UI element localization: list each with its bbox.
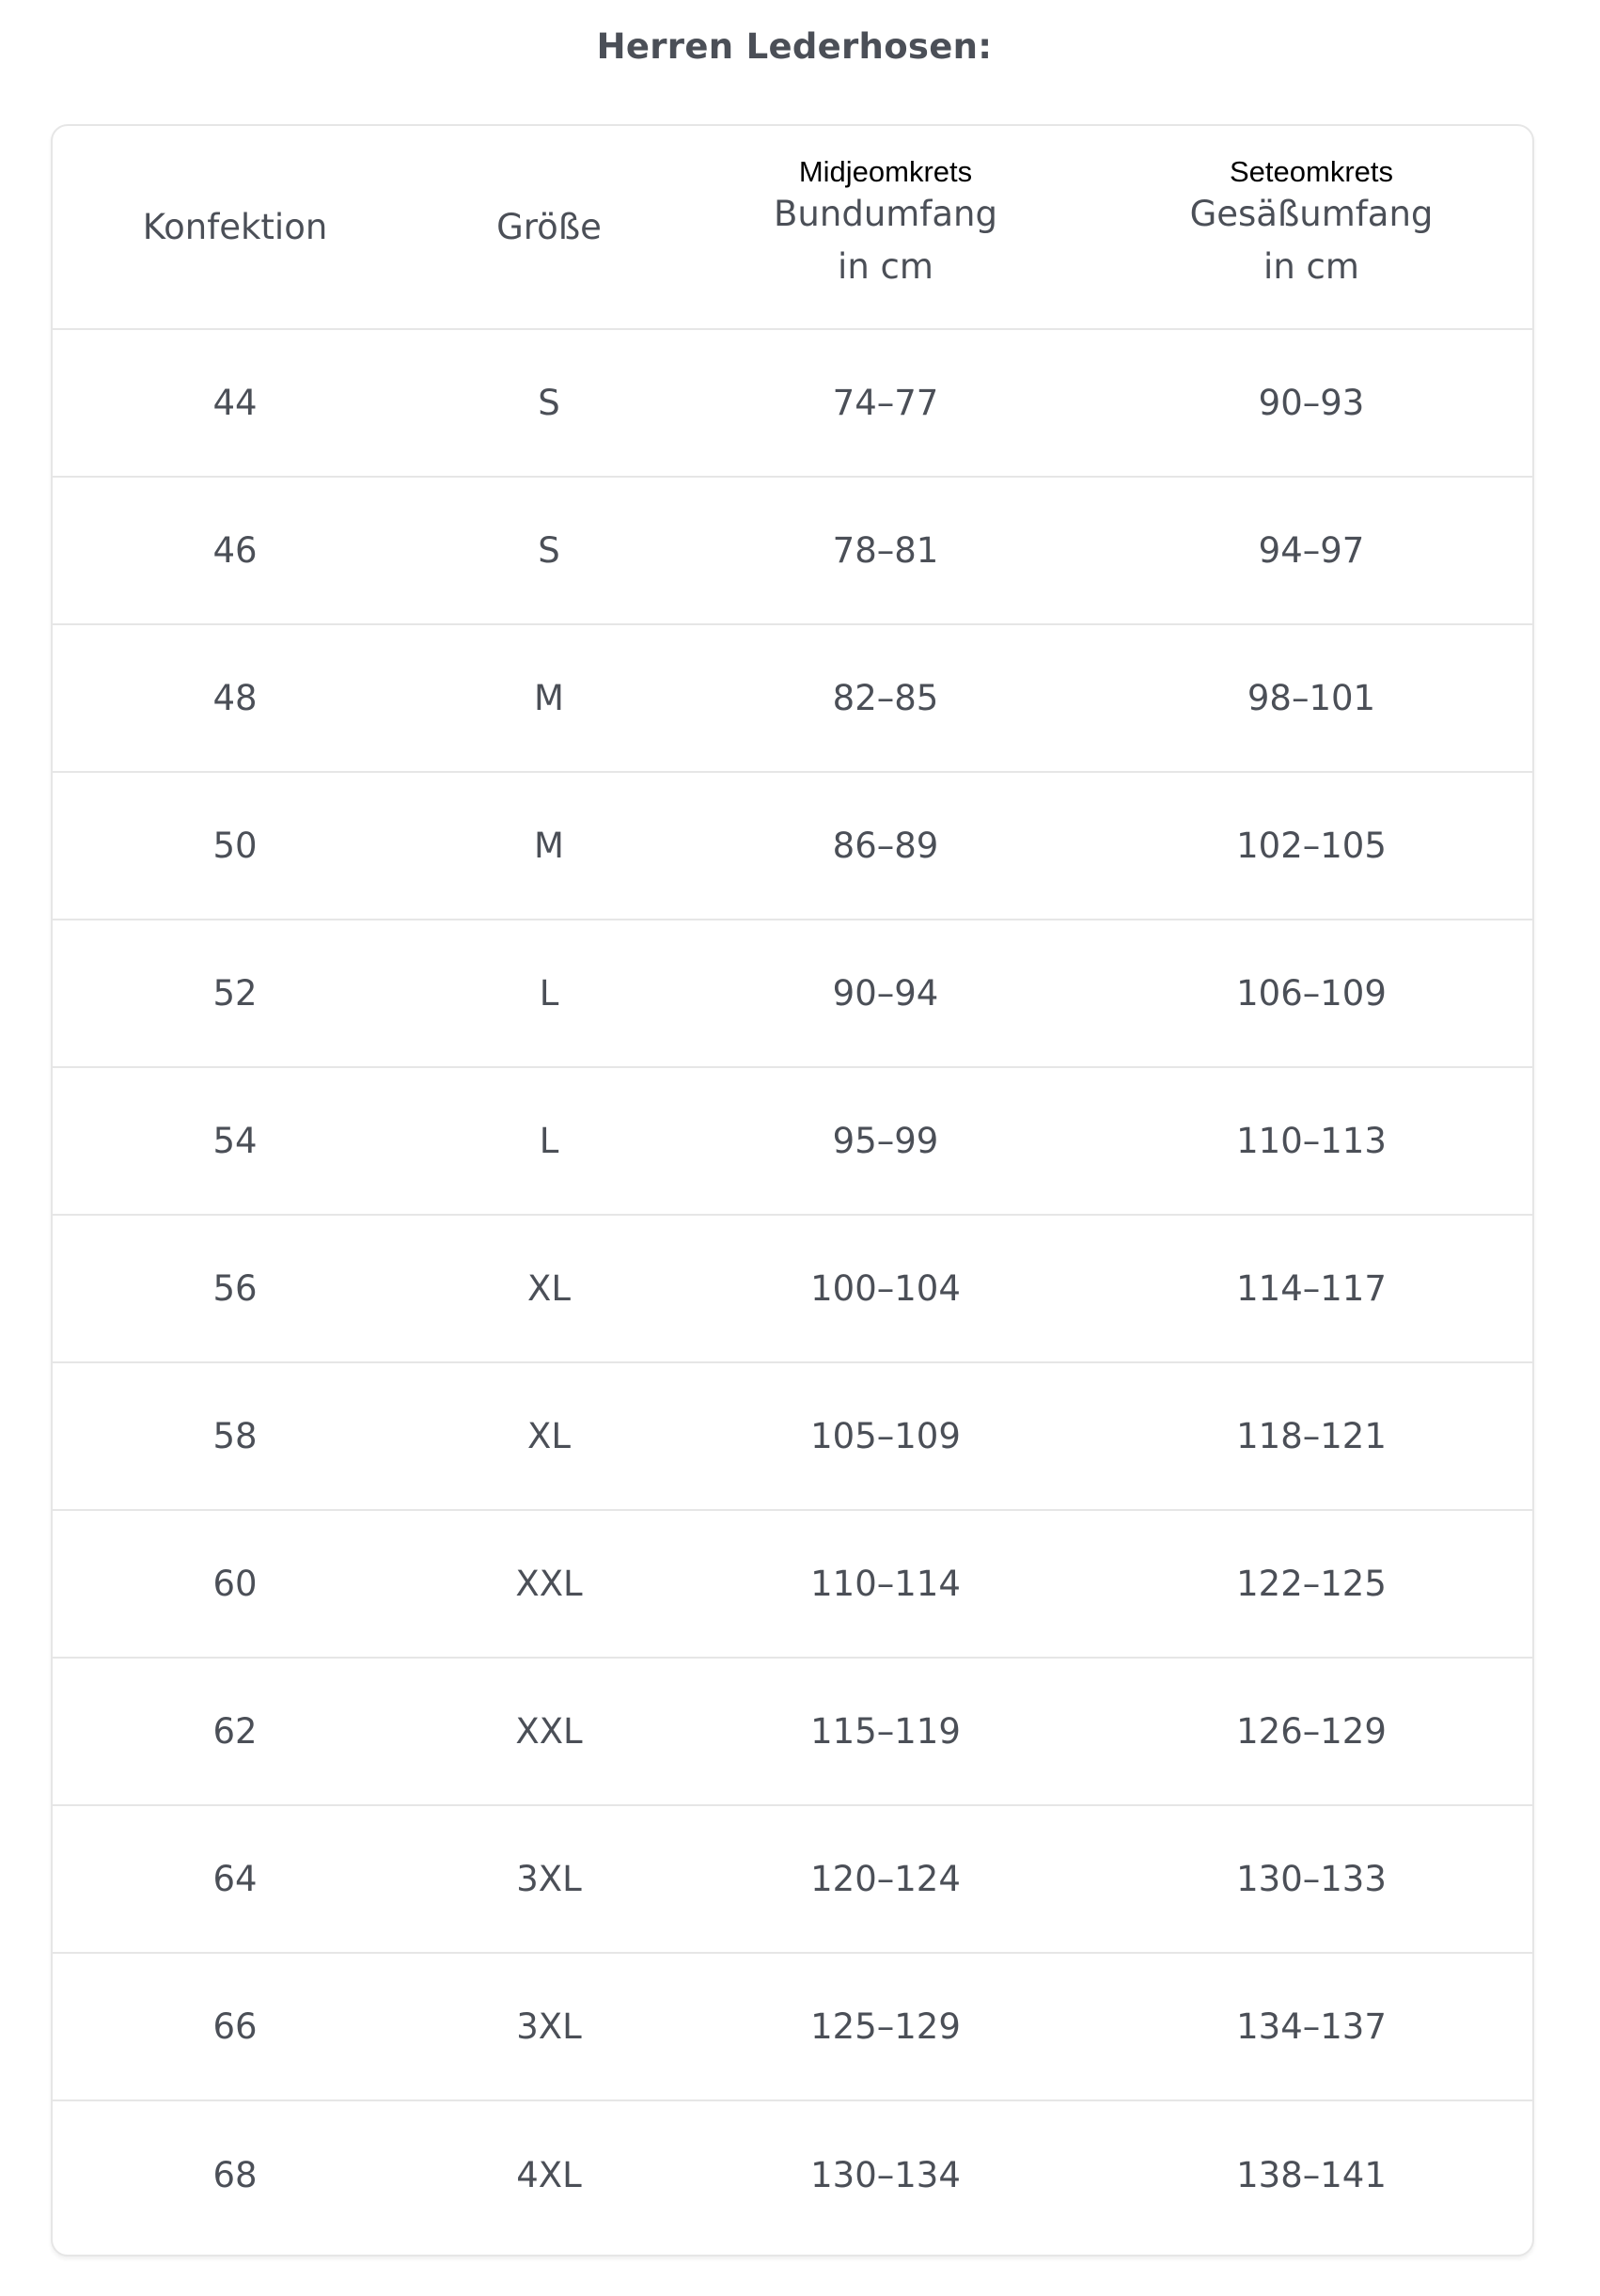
cell-gesaessumfang: 122–125 — [1236, 1564, 1387, 1604]
header-gesaessumfang-unit: in cm — [1263, 245, 1359, 287]
table-row — [53, 2100, 1532, 2248]
cell-bundumfang: 125–129 — [810, 2006, 961, 2047]
cell-gesaessumfang: 90–93 — [1258, 383, 1365, 423]
cell-konfektion: 66 — [212, 2006, 258, 2047]
cell-konfektion: 52 — [212, 973, 258, 1014]
cell-bundumfang: 74–77 — [832, 383, 939, 423]
table-row — [53, 1067, 1532, 1215]
table-row — [53, 1805, 1532, 1953]
cell-konfektion: 48 — [212, 678, 258, 718]
cell-gesaessumfang: 110–113 — [1236, 1121, 1387, 1161]
cell-groesse: XL — [527, 1268, 571, 1309]
cell-konfektion: 60 — [212, 1564, 258, 1604]
cell-gesaessumfang: 94–97 — [1258, 530, 1365, 571]
size-table-body — [53, 329, 1532, 2248]
table-row — [53, 477, 1532, 624]
table-row — [53, 920, 1532, 1067]
header-bundumfang-note: Midjeomkrets — [798, 154, 973, 188]
cell-konfektion: 56 — [212, 1268, 258, 1309]
header-gesaessumfang — [1090, 126, 1532, 329]
table-row — [53, 1510, 1532, 1658]
cell-gesaessumfang: 126–129 — [1236, 1711, 1387, 1752]
cell-bundumfang: 90–94 — [832, 973, 939, 1014]
cell-gesaessumfang: 118–121 — [1236, 1416, 1387, 1456]
header-bundumfang — [681, 126, 1090, 329]
header-bundumfang-unit: in cm — [838, 245, 933, 287]
cell-gesaessumfang: 134–137 — [1236, 2006, 1387, 2047]
table-row — [53, 1215, 1532, 1362]
cell-konfektion: 44 — [212, 383, 258, 423]
cell-konfektion: 68 — [212, 2154, 258, 2195]
header-gesaessumfang-note: Seteomkrets — [1229, 154, 1393, 188]
cell-groesse: L — [539, 1121, 559, 1161]
cell-bundumfang: 78–81 — [832, 530, 939, 571]
cell-groesse: L — [539, 973, 559, 1014]
cell-groesse: 4XL — [516, 2154, 582, 2195]
header-bundumfang-label: Bundumfang — [774, 194, 997, 235]
header-gesaessumfang-label: Gesäßumfang — [1189, 194, 1434, 235]
cell-konfektion: 46 — [212, 530, 258, 571]
table-row — [53, 329, 1532, 477]
cell-konfektion: 50 — [212, 826, 258, 866]
cell-bundumfang: 120–124 — [810, 1859, 961, 1899]
table-row — [53, 624, 1532, 772]
header-groesse: Größe — [496, 207, 602, 247]
cell-groesse: S — [538, 383, 560, 423]
cell-gesaessumfang: 138–141 — [1236, 2154, 1387, 2195]
header-konfektion: Konfektion — [142, 207, 328, 247]
cell-bundumfang: 95–99 — [832, 1121, 939, 1161]
cell-bundumfang: 82–85 — [832, 678, 939, 718]
table-row — [53, 1953, 1532, 2100]
cell-bundumfang: 100–104 — [810, 1268, 961, 1309]
cell-konfektion: 62 — [212, 1711, 258, 1752]
header-row — [53, 126, 1532, 329]
table-row — [53, 772, 1532, 920]
table-row — [53, 1362, 1532, 1510]
header-bundumfang-stack — [681, 156, 1090, 292]
cell-gesaessumfang: 106–109 — [1236, 973, 1387, 1014]
cell-gesaessumfang: 130–133 — [1236, 1859, 1387, 1899]
header-gesaessumfang-stack — [1090, 156, 1532, 292]
cell-groesse: 3XL — [516, 1859, 582, 1899]
cell-bundumfang: 86–89 — [832, 826, 939, 866]
cell-konfektion: 64 — [212, 1859, 258, 1899]
cell-konfektion: 54 — [212, 1121, 258, 1161]
size-table — [53, 126, 1532, 2248]
cell-gesaessumfang: 102–105 — [1236, 826, 1387, 866]
cell-konfektion: 58 — [212, 1416, 258, 1456]
cell-bundumfang: 130–134 — [810, 2154, 961, 2195]
cell-bundumfang: 105–109 — [810, 1416, 961, 1456]
cell-gesaessumfang: 98–101 — [1247, 678, 1376, 718]
size-table-card — [51, 124, 1534, 2257]
cell-groesse: XXL — [515, 1711, 583, 1752]
cell-bundumfang: 110–114 — [810, 1564, 961, 1604]
cell-groesse: S — [538, 530, 560, 571]
cell-groesse: XL — [527, 1416, 571, 1456]
cell-groesse: M — [534, 826, 564, 866]
cell-bundumfang: 115–119 — [810, 1711, 961, 1752]
cell-groesse: XXL — [515, 1564, 583, 1604]
cell-groesse: M — [534, 678, 564, 718]
table-row — [53, 1658, 1532, 1805]
cell-groesse: 3XL — [516, 2006, 582, 2047]
size-table-header — [53, 126, 1532, 329]
cell-gesaessumfang: 114–117 — [1236, 1268, 1387, 1309]
page-title: Herren Lederhosen: — [596, 26, 993, 67]
